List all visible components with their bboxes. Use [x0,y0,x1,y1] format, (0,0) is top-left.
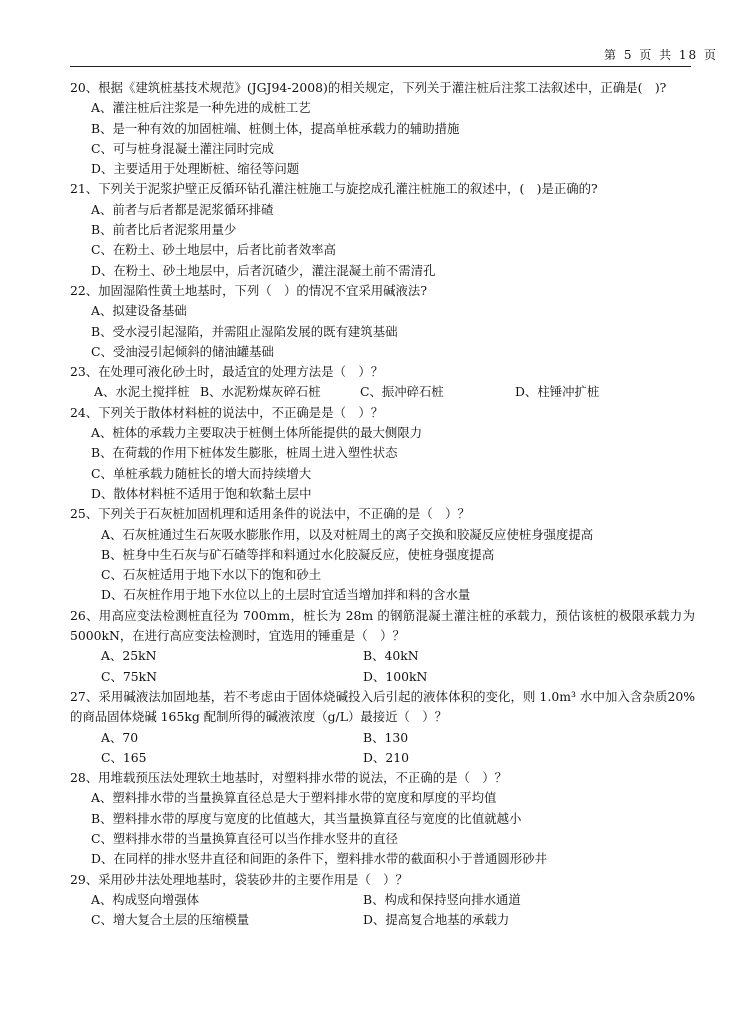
question-23-options [70,382,695,402]
question-24-stem: 24、下列关于散体材料桩的说法中，不正确是是（ ）？ [70,404,384,420]
question-20-option-a: A、灌注桩后注浆是一种先进的成桩工艺 [91,100,311,116]
question-22-option-a: A、拟建设备基础 [91,303,187,319]
question-26-option-a: A、25kN [101,648,157,664]
question-26-options-row-1 [70,646,695,666]
question-28-option-a: A、塑料排水带的当量换算直径总是大于塑料排水带的宽度和厚度的平均值 [91,790,497,806]
question-24-option-b: B、在荷载的作用下桩体发生膨胀，桩周土进入塑性状态 [91,445,398,461]
question-26-options-row-2 [70,667,695,687]
question-26-option-d: D、100kN [363,668,428,684]
question-20-option-d: D、主要适用于处理断桩、缩径等问题 [91,161,300,177]
page-number: 第 5 页 共 18 页 [604,48,718,62]
question-27-option-b: B、130 [363,729,409,745]
question-23-stem: 23、在处理可液化砂土时，最适宜的处理方法是（ ）？ [70,364,384,380]
question-23-option-d: D、柱锤冲扩桩 [515,384,600,400]
question-list [70,78,695,930]
question-27-option-a: A、70 [101,729,139,745]
question-29-option-a: A、构成竖向增强体 [91,891,200,907]
question-21-option-d: D、在粉土、砂土地层中，后者沉碴少，灌注混凝土前不需清孔 [91,262,436,278]
question-26-option-c: C、75kN [101,668,157,684]
question-24-option-c: C、单桩承载力随桩长的增大而持续增大 [91,465,312,481]
question-22-option-b: B、受水浸引起湿陷，并需阻止湿陷发展的既有建筑基础 [91,323,398,339]
question-29-option-d: D、提高复合地基的承载力 [363,912,510,928]
question-21-option-c: C、在粉土、砂土地层中，后者比前者效率高 [91,242,336,258]
question-21-stem: 21、下列关于泥浆护壁正反循环钻孔灌注桩施工与旋挖成孔灌注桩施工的叙述中，( )是正确的? [70,181,598,197]
question-29-option-b: B、构成和保持竖向排水通道 [363,891,521,907]
question-27-option-c: C、165 [101,749,147,765]
question-23-option-a: A、水泥土搅拌桩 [94,384,190,400]
question-23-option-b: B、水泥粉煤灰碎石桩 [200,384,321,400]
question-25-option-b: B、桩身中生石灰与矿石碴等拌和料通过水化胶凝反应，使桩身强度提高 [101,546,495,562]
question-28-option-d: D、在同样的排水竖井直径和间距的条件下，塑料排水带的截面积小于普通圆形砂井 [91,851,547,867]
question-29-stem: 29、采用砂井法处理地基时，袋装砂井的主要作用是（ ）？ [70,871,408,887]
header-divider [70,66,691,67]
question-25-option-a: A、石灰桩通过生石灰吸水膨胀作用，以及对桩周土的离子交换和胶凝反应使桩身强度提高 [101,526,594,542]
question-22-option-c: C、受油浸引起倾斜的储油罐基础 [91,343,274,359]
question-20-stem: 20、根据《建筑桩基技术规范》(JGJ94-2008)的相关规定，下列关于灌注桩后注浆工法叙述中，正确是( )? [70,80,667,95]
question-28-option-b: B、塑料排水带的厚度与宽度的比值越大，其当量换算直径与宽度的比值就越小 [91,810,522,826]
question-24-option-a: A、桩体的承载力主要取决于桩侧土体所能提供的最大侧限力 [91,425,423,441]
question-27-option-d: D、210 [363,749,409,765]
question-20-option-b: B、是一种有效的加固桩端、桩侧土体，提高单桩承载力的辅助措施 [91,120,460,136]
question-24-option-d: D、散体材料桩不适用于饱和软黏土层中 [91,485,312,501]
question-27-stem: 27、采用碱液法加固地基，若不考虑由于固体烧碱投入后引起的液体体积的变化，则 1.0m³ 水中加入含杂质20%的商品固体烧碱 165kg 配制所得的碱液浓度（g/L）最接近（ ）？ [70,688,695,725]
question-28-option-c: C、塑料排水带的当量换算直径可以当作排水竖井的直径 [91,830,398,846]
question-28-stem: 28、用堆载预压法处理软土地基时，对塑料排水带的说法，不正确的是（ ）？ [70,770,508,786]
question-27-options-row-1 [70,728,695,748]
question-29-option-c: C、增大复合土层的压缩模量 [91,912,250,928]
question-26-stem: 26、用高应变法检测桩直径为 700mm，桩长为 28m 的钢筋混凝土灌注桩的承载力，预估该桩的极限承载力为 5000kN，在进行高应变法检测时，宜选用的锤重是（ ）？ [70,607,695,644]
question-22-stem: 22、加固湿陷性黄土地基时，下列（ ）的情况不宜采用碱液法? [70,282,427,298]
question-25-option-c: C、石灰桩适用于地下水以下的饱和砂土 [101,567,322,583]
question-21-option-a: A、前者与后者都是泥浆循环排碴 [91,201,274,217]
question-27-options-row-2 [70,748,695,768]
question-29-options-row-1 [70,890,695,910]
question-20-option-c: C、可与桩身混凝土灌注同时完成 [91,140,274,156]
question-23-option-c: C、振冲碎石桩 [360,384,444,400]
question-21-option-b: B、前者比后者泥浆用量少 [91,222,237,238]
question-25-option-d: D、石灰桩作用于地下水位以上的土层时宜适当增加拌和料的含水量 [101,587,471,603]
question-26-option-b: B、40kN [363,648,419,664]
question-29-options-row-2 [70,910,695,930]
question-25-stem: 25、下列关于石灰桩加固机理和适用条件的说法中，不正确的是（ ）？ [70,506,470,522]
